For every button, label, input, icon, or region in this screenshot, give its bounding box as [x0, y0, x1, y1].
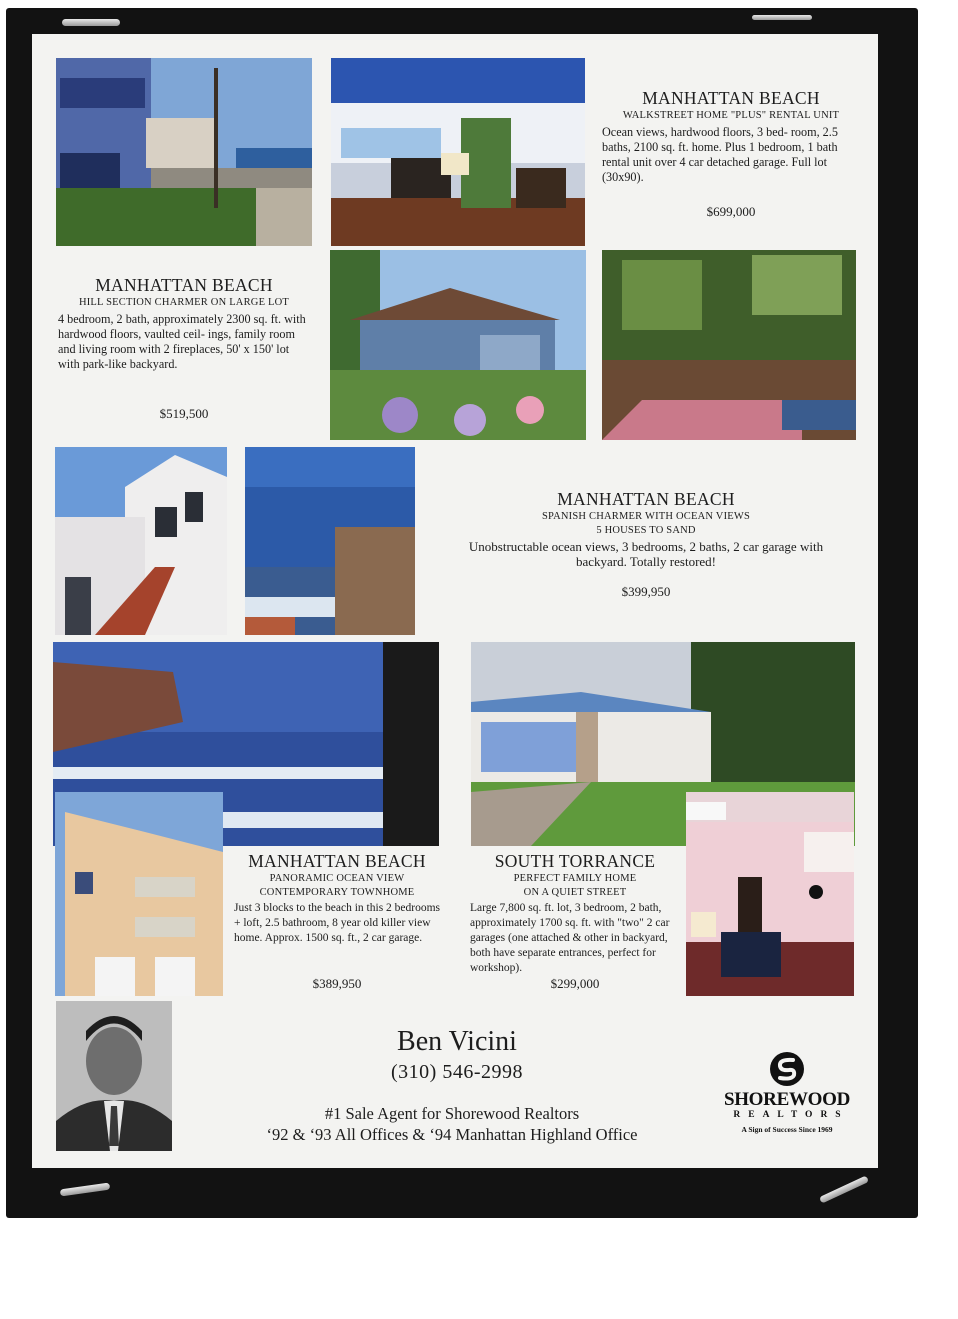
listing-description: Just 3 blocks to the beach in this 2 bedrooms + loft, 2.5 bathroom, 8 year old killer view home. Approx. 1500 sq. ft., 2 car garage. — [234, 902, 441, 944]
spanish-house-photo — [55, 447, 227, 635]
listing-subtitle: ON A QUIET STREET — [523, 887, 627, 898]
listing-title: MANHATTAN BEACH — [557, 489, 735, 509]
binder-clip — [752, 15, 812, 20]
logo-name: SHOREWOOD — [723, 1089, 851, 1110]
logo-tagline: A Sign of Success Since 1969 — [741, 1125, 833, 1134]
binder-clip — [62, 19, 120, 26]
listing-subtitle: 5 HOUSES TO SAND — [596, 525, 696, 536]
listing-subtitle: PANORAMIC OCEAN VIEW — [269, 873, 405, 884]
listing-title: MANHATTAN BEACH — [248, 851, 426, 871]
listing-price: $399,950 — [621, 584, 671, 599]
wooded-backyard-photo — [602, 250, 856, 440]
shorewood-logo-icon — [769, 1051, 805, 1087]
listing-price: $389,950 — [312, 976, 362, 991]
listing-price: $519,500 — [159, 406, 209, 421]
listing-price: $299,000 — [550, 976, 600, 991]
listing-title: SOUTH TORRANCE — [494, 851, 656, 871]
listing-title: MANHATTAN BEACH — [95, 275, 273, 295]
townhome-exterior-photo — [55, 792, 223, 996]
listing-subtitle: PERFECT FAMILY HOME — [513, 873, 637, 884]
listing-subtitle: WALKSTREET HOME "PLUS" RENTAL UNIT — [622, 110, 840, 121]
agent-phone: (310) 546-2998 — [391, 1061, 523, 1083]
listing-subtitle: HILL SECTION CHARMER ON LARGE LOT — [78, 297, 290, 308]
listing-description: Ocean views, hardwood floors, 3 bed- room, 2.5 baths, 2100 sq. ft. home. Plus 1 bedroom, 1 bath rental unit over 4 car detached garage. Full lot (30x90). — [602, 125, 838, 184]
listing-title: MANHATTAN BEACH — [642, 88, 820, 108]
living-room-ocean-view-photo — [331, 58, 585, 246]
listing-sheet — [32, 34, 878, 1168]
blue-bungalow-photo — [330, 250, 586, 440]
listing-subtitle: CONTEMPORARY TOWNHOME — [259, 887, 415, 898]
agent-tagline: #1 Sale Agent for Shorewood Realtors — [324, 1104, 580, 1123]
agent-portrait-photo — [56, 1001, 172, 1151]
listing-price: $699,000 — [706, 204, 756, 219]
listing-subtitle: SPANISH CHARMER WITH OCEAN VIEWS — [541, 511, 751, 522]
interior-family-room-photo — [686, 792, 854, 996]
ocean-view-rooftops-photo — [245, 447, 415, 635]
agent-name: Ben Vicini — [397, 1026, 517, 1057]
beach-house-exterior-photo — [56, 58, 312, 246]
agent-offices: ‘92 & ‘93 All Offices & ‘94 Manhattan Highland Office — [266, 1125, 638, 1144]
logo-realtors: REALTORS — [733, 1110, 849, 1120]
listing-description: 4 bedroom, 2 bath, approximately 2300 sq. ft. with hardwood floors, vaulted ceil- ings, family room and living room with 2 fireplaces, 50' x 150' lot with park-like backyard. — [58, 312, 306, 371]
listing-description: Large 7,800 sq. ft. lot, 3 bedroom, 2 bath, approximately 1700 sq. ft. with "two" 2 car garages (one attached & other in backyard, both have separate entrances, perfect for workshop). — [470, 902, 670, 974]
listing-description: Unobstructable ocean views, 3 bedrooms, 2 baths, 2 car garage with backyard. Totally restored! — [468, 539, 824, 569]
